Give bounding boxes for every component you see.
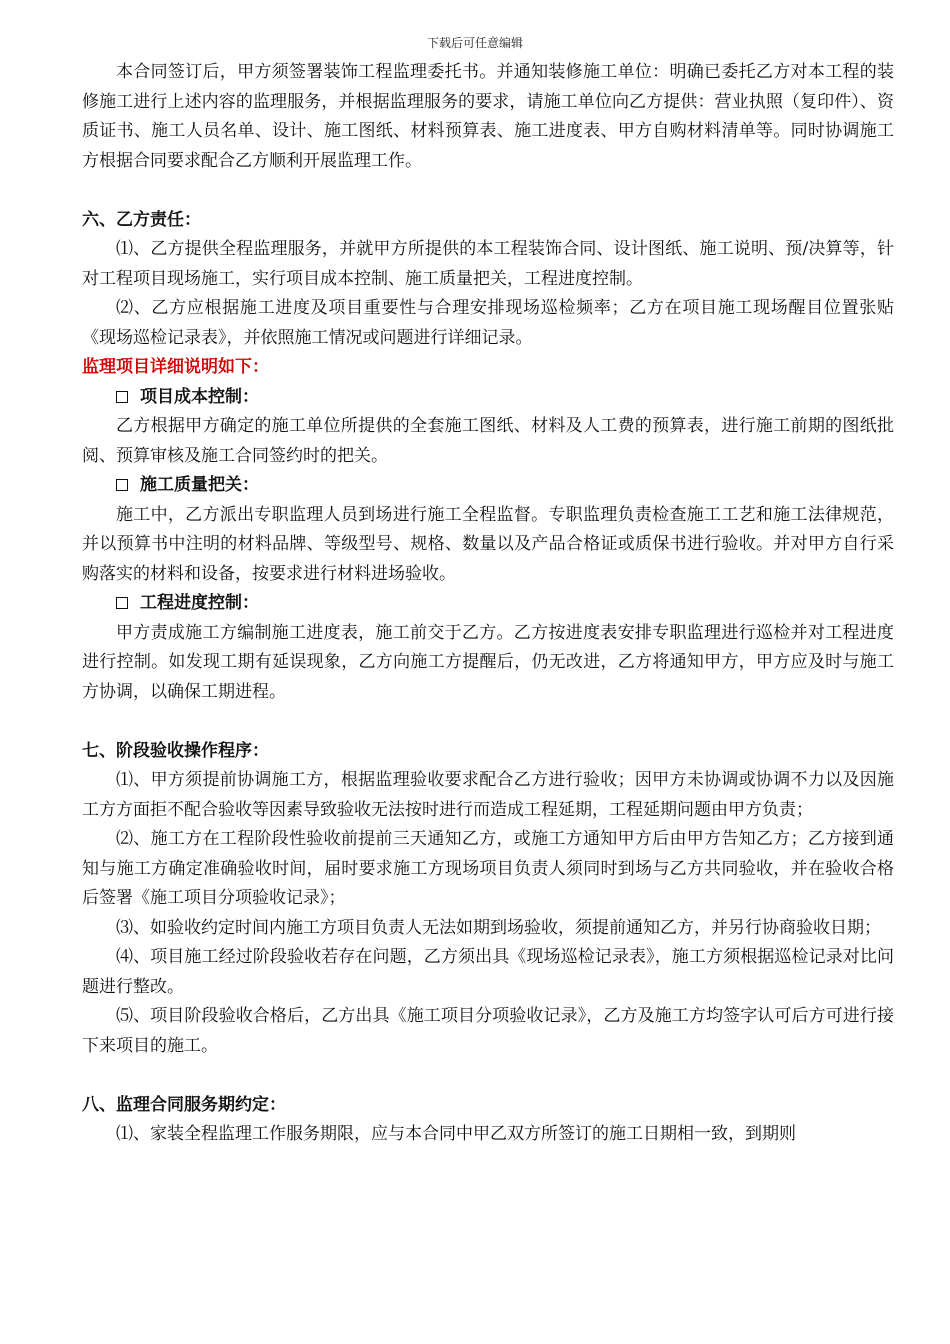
spacer (82, 707, 894, 737)
detail-quality-control-label (82, 471, 894, 501)
checkbox-icon (116, 479, 128, 491)
section-8-item-1: ⑴、家装全程监理工作服务期限，应与本合同中甲乙双方所签订的施工日期相一致，到期则 (116, 1124, 796, 1144)
document-body (82, 58, 894, 1150)
detail-schedule-control-text: 甲方责成施工方编制施工进度表，施工前交于乙方。乙方按进度表安排专职监理进行巡检并对工程进度进行控制。如发现工期有延误现象，乙方向施工方提醒后，仍无改进，乙方将通知甲方，甲方应及时与施工方协调，以确保工期进程。 (82, 622, 894, 702)
section-6-item-1: ⑴、乙方提供全程监理服务，并就甲方所提供的本工程装饰合同、设计图纸、施工说明、预/决算等，针对工程项目现场施工，实行项目成本控制、施工质量把关，工程进度控制。 (82, 239, 894, 289)
detail-quality-control-text: 施工中，乙方派出专职监理人员到场进行施工全程监督。专职监理负责检查施工工艺和施工法律规范，并以预算书中注明的材料品牌、等级型号、规格、数量以及产品合格证或质保书进行验收。并对甲方自行采购落实的材料和设备，按要求进行材料进场验收。 (82, 504, 894, 584)
section-8-heading: 八、监理合同服务期约定： (82, 1094, 286, 1115)
intro-paragraph: 本合同签订后，甲方须签署装饰工程监理委托书。并通知装修施工单位：明确已委托乙方对本工程的装修施工进行上述内容的监理服务，并根据监理服务的要求，请施工单位向乙方提供：营业执照（复印件）、资质证书、施工人员名单、设计、施工图纸、材料预算表、施工进度表、甲方自购材料清单等。同时协调施工方根据合同要求配合乙方顺利开展监理工作。 (82, 62, 894, 171)
section-7-item-4: ⑷、项目施工经过阶段验收若存在问题，乙方须出具《现场巡检记录表》，施工方须根据巡检记录对比问题进行整改。 (82, 947, 894, 997)
detail-label-text: 施工质量把关： (140, 475, 259, 495)
detail-cost-control-label (82, 383, 894, 413)
section-7-item-5: ⑸、项目阶段验收合格后，乙方出具《施工项目分项验收记录》，乙方及施工方均签字认可后方可进行接下来项目的施工。 (82, 1006, 894, 1056)
detail-schedule-control-label (82, 589, 894, 619)
checkbox-icon (116, 597, 128, 609)
spacer (82, 176, 894, 206)
section-6-heading: 六、乙方责任： (82, 209, 201, 230)
section-7-heading: 七、阶段验收操作程序： (82, 740, 269, 761)
spacer (82, 1061, 894, 1091)
detail-cost-control-text: 乙方根据甲方确定的施工单位所提供的全套施工图纸、材料及人工费的预算表，进行施工前期的图纸批阅、预算审核及施工合同签约时的把关。 (82, 416, 894, 466)
detail-label-text: 工程进度控制： (140, 593, 259, 613)
section-7-item-1: ⑴、甲方须提前协调施工方，根据监理验收要求配合乙方进行验收；因甲方未协调或协调不力以及因施工方方面拒不配合验收等因素导致验收无法按时进行而造成工程延期，工程延期问题由甲方负责； (82, 770, 894, 820)
section-7-item-3: ⑶、如验收约定时间内施工方项目负责人无法如期到场验收，须提前通知乙方，并另行协商验收日期； (116, 917, 881, 938)
supervision-detail-heading: 监理项目详细说明如下： (82, 357, 269, 377)
section-6-item-2: ⑵、乙方应根据施工进度及项目重要性与合理安排现场巡检频率；乙方在项目施工现场醒目位置张贴《现场巡检记录表》，并依照施工情况或问题进行详细记录。 (82, 298, 894, 348)
checkbox-icon (116, 391, 128, 403)
header-note: 下载后可任意编辑 (426, 36, 523, 50)
section-7-item-2: ⑵、施工方在工程阶段性验收前提前三天通知乙方，或施工方通知甲方后由甲方告知乙方；乙方接到通知与施工方确定准确验收时间，届时要求施工方现场项目负责人须同时到场与乙方共同验收，并在验收合格后签署《施工项目分项验收记录》； (82, 829, 894, 908)
detail-label-text: 项目成本控制： (140, 386, 259, 407)
